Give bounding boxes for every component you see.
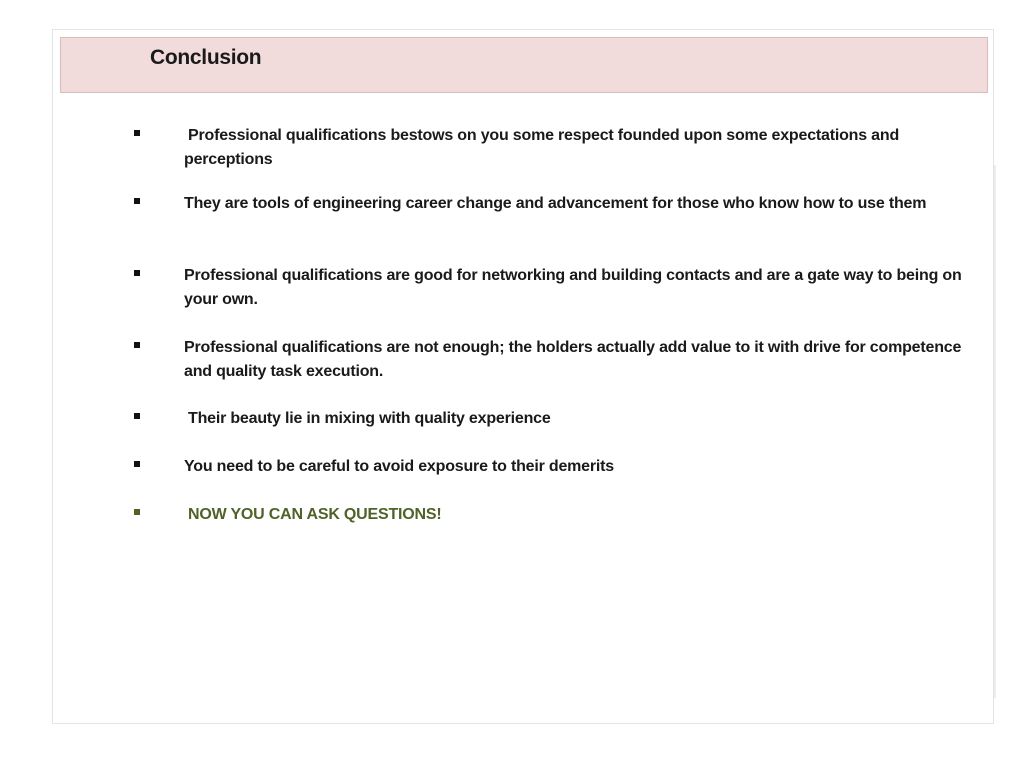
bullet-text: Professional qualifications are not enough; the holders actually add value to it with drive for competence and quality task execution. — [184, 339, 962, 380]
square-bullet-icon — [134, 270, 140, 276]
square-bullet-icon — [134, 198, 140, 204]
bullet-text: You need to be careful to avoid exposure to their demerits — [184, 458, 614, 475]
square-bullet-icon — [134, 413, 140, 419]
bullet-text: Professional qualifications bestows on you some respect founded upon some expectations and perceptions — [184, 127, 900, 168]
bullet-text: Their beauty lie in mixing with quality experience — [188, 410, 551, 427]
square-bullet-icon — [134, 130, 140, 136]
square-bullet-icon — [134, 342, 140, 348]
square-bullet-icon — [134, 461, 140, 467]
square-bullet-icon — [134, 509, 140, 515]
closing-prompt-text: NOW YOU CAN ASK QUESTIONS! — [188, 506, 442, 523]
slide-title: Conclusion — [150, 46, 262, 69]
bullet-text: They are tools of engineering career change and advancement for those who know how to use them — [184, 195, 927, 212]
bullet-text: Professional qualifications are good for networking and building contacts and are a gate way to being on your own. — [184, 267, 962, 308]
